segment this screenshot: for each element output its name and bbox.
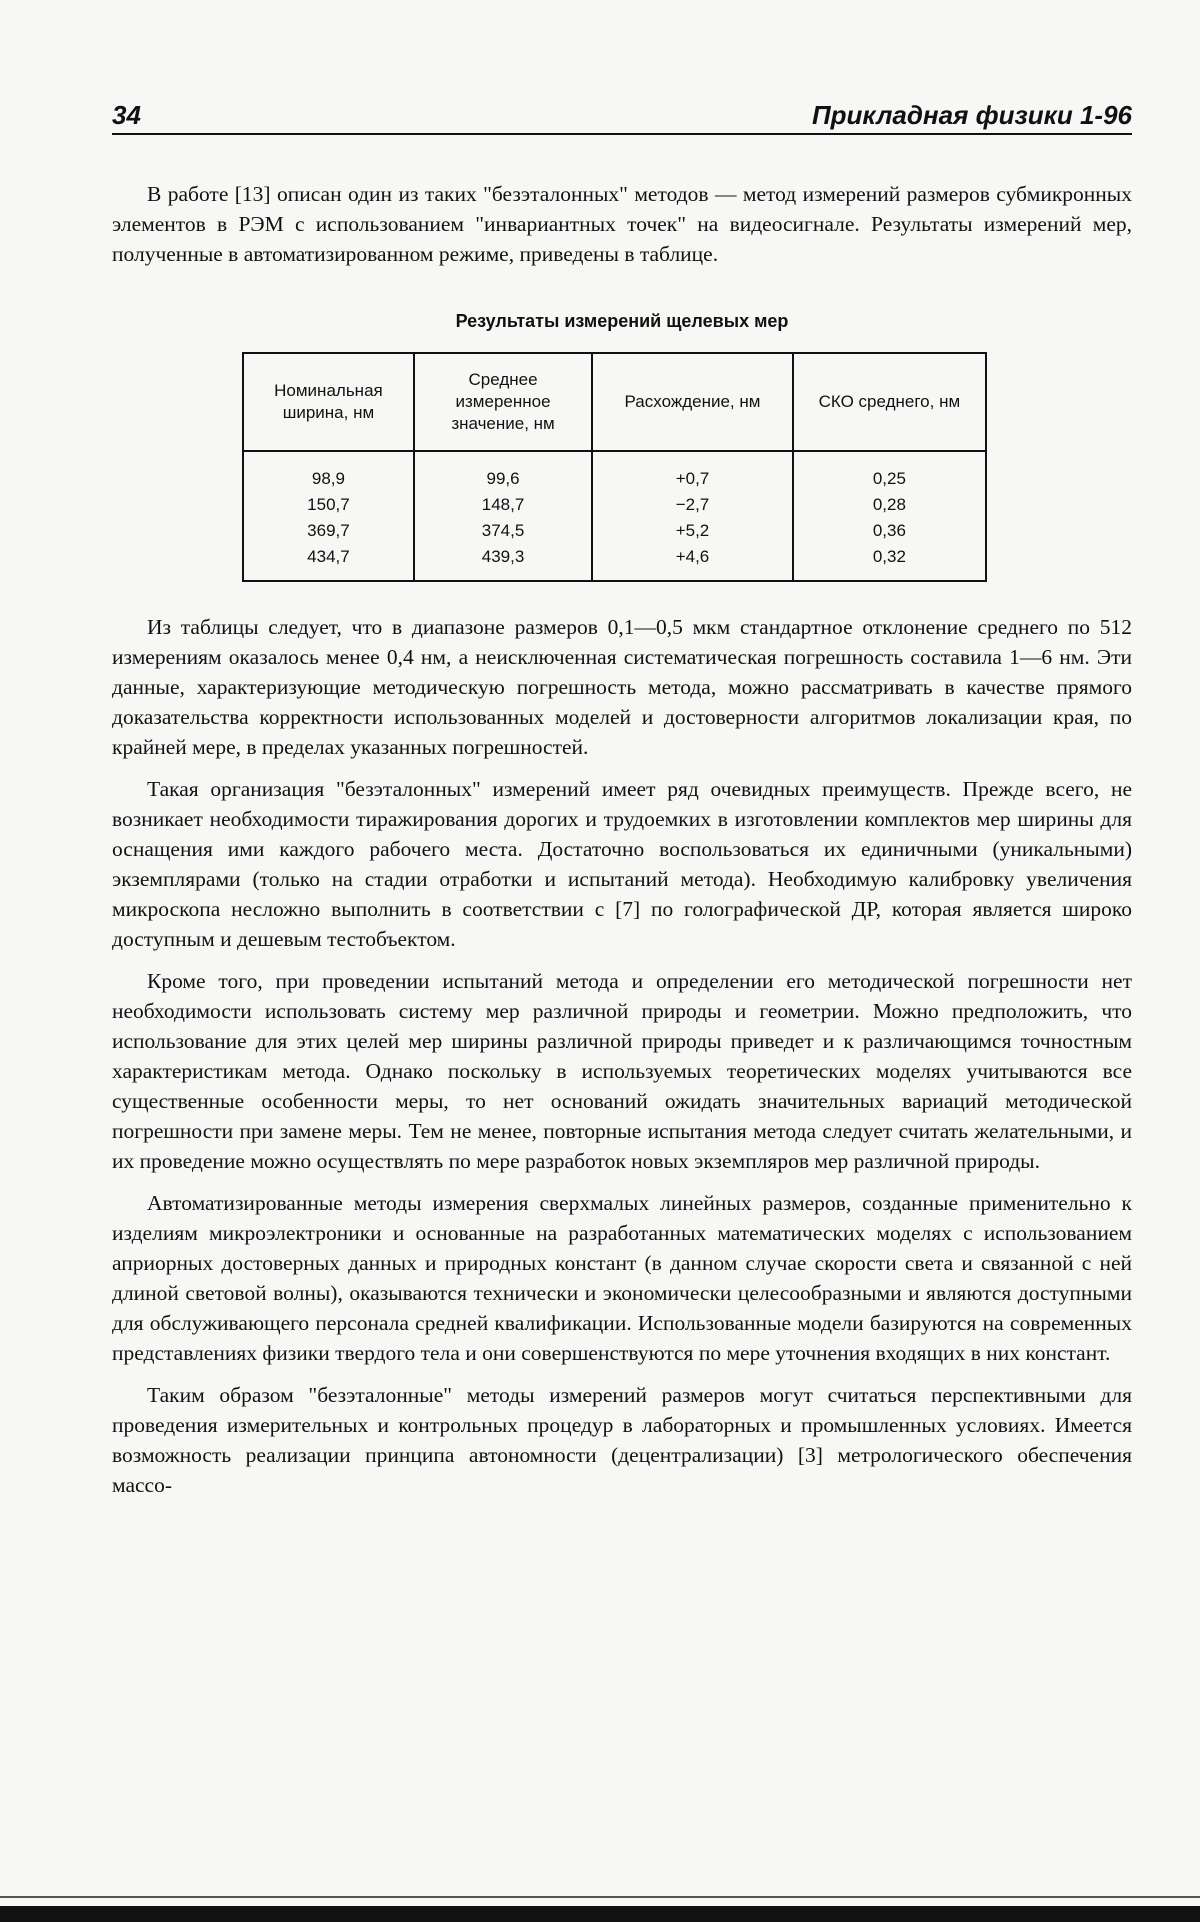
- table-cell: 0,25: [872, 469, 906, 488]
- body-text: [112, 179, 1132, 269]
- intro-paragraph: В работе [13] описан один из таких "безэталонных" методов — метод измерений размеров субмикронных элементов в РЭМ с использованием "инвариантных точек" на видеосигнале. Результаты измерений мер, полученные в автоматизированном режиме, приведены в таблице.: [112, 182, 1132, 266]
- table-cell: 99,6: [486, 469, 520, 488]
- page-number: 34: [112, 100, 141, 130]
- scan-edge-line: [0, 1896, 1200, 1898]
- header-sko: СКО среднего, нм: [793, 353, 986, 451]
- table-cell: 0,36: [872, 521, 906, 540]
- table-cell: −2,7: [675, 495, 710, 514]
- column-mean-measured: [414, 451, 592, 581]
- table-cell: 148,7: [481, 495, 525, 514]
- paragraph: Такая организация "безэталонных" измерений имеет ряд очевидных преимуществ. Прежде всего, не возникает необходимости тиражирования дорогих и трудоемких в изготовлении комплектов мер ширины для оснащения ими каждого рабочего места. Достаточно воспользоваться их единичными (уникальными) экземплярами (только на стадии отработки и испытаний метода). Необходимую калибровку увеличения микроскопа несложно выполнить в соответствии с [7] по голографической ДР, которая является широко доступным и дешевым тестобъектом.: [112, 777, 1132, 951]
- running-head: [112, 100, 1132, 135]
- column-deviation: [592, 451, 793, 581]
- table-header-row: [243, 353, 986, 451]
- table-cell: 150,7: [307, 495, 350, 514]
- table-cell: 0,28: [872, 495, 906, 514]
- paragraph: Автоматизированные методы измерения сверхмалых линейных размеров, созданные применительно к изделиям микроэлектроники и основанные на разработанных математических моделях с использованием априорных достоверных данных и природных констант (в данном случае скорости света и связанной с ней длиной световой волны), оказываются технически и экономически целесообразными и являются доступными для обслуживающего персонала средней квалификации. Использованные модели базируются на современных представлениях физики твердого тела и они совершенствуются по мере уточнения входящих в них констант.: [112, 1191, 1132, 1365]
- table-cell: 0,32: [872, 547, 906, 566]
- table-cell: +4,6: [675, 547, 710, 566]
- column-sko: [793, 451, 986, 581]
- header-nominal-width: Номинальная ширина, нм: [243, 353, 414, 451]
- paragraph: Таким образом "безэталонные" методы измерений размеров могут считаться перспективными для проведения измерительных и контрольных процедур в лабораторных и промышленных условиях. Имеется возможность реализации принципа автономности (децентрализации) [3] метрологического обеспечения массо-: [112, 1383, 1132, 1497]
- table-cell: 98,9: [311, 469, 345, 488]
- header-mean-measured: Среднее измеренное значение, нм: [414, 353, 592, 451]
- paragraph: Из таблицы следует, что в диапазоне размеров 0,1—0,5 мкм стандартное отклонение среднего по 512 измерениям оказалось менее 0,4 нм, а неисключенная систематическая погрешность составила 1—6 нм. Эти данные, характеризующие методическую погрешность метода, можно рассматривать в качестве прямого доказательства корректности использованных моделей и достоверности алгоритмов локализации края, по крайней мере, в пределах указанных погрешностей.: [112, 615, 1132, 759]
- table-cell: +5,2: [675, 521, 710, 540]
- scan-edge-band: [0, 1906, 1200, 1922]
- table-cell: 439,3: [481, 547, 525, 566]
- table-cell: +0,7: [675, 469, 710, 488]
- table-cell: 369,7: [307, 521, 350, 540]
- header-deviation: Расхождение, нм: [592, 353, 793, 451]
- results-table: [242, 352, 987, 582]
- column-nominal-width: [243, 451, 414, 581]
- document-page: [112, 100, 1132, 1500]
- paragraph: Кроме того, при проведении испытаний метода и определении его методической погрешности нет необходимости использовать систему мер различной природы и геометрии. Можно предположить, что использование для этих целей мер ширины различной природы приведет и к различающимся точностным характеристикам метода. Однако поскольку в используемых теоретических моделях учитываются все существенные особенности меры, то нет оснований ожидать значительных вариаций методической погрешности при замене меры. Тем не менее, повторные испытания метода следует считать желательными, и их проведение можно осуществлять по мере разработок новых экземпляров мер различной природы.: [112, 969, 1132, 1173]
- table-caption: Результаты измерений щелевых мер: [455, 311, 789, 331]
- table-data-row: [243, 451, 986, 581]
- body-text-main: [112, 612, 1132, 1500]
- table-cell: 374,5: [481, 521, 525, 540]
- journal-title: Прикладная физики 1-96: [811, 100, 1132, 130]
- table-cell: 434,7: [307, 547, 350, 566]
